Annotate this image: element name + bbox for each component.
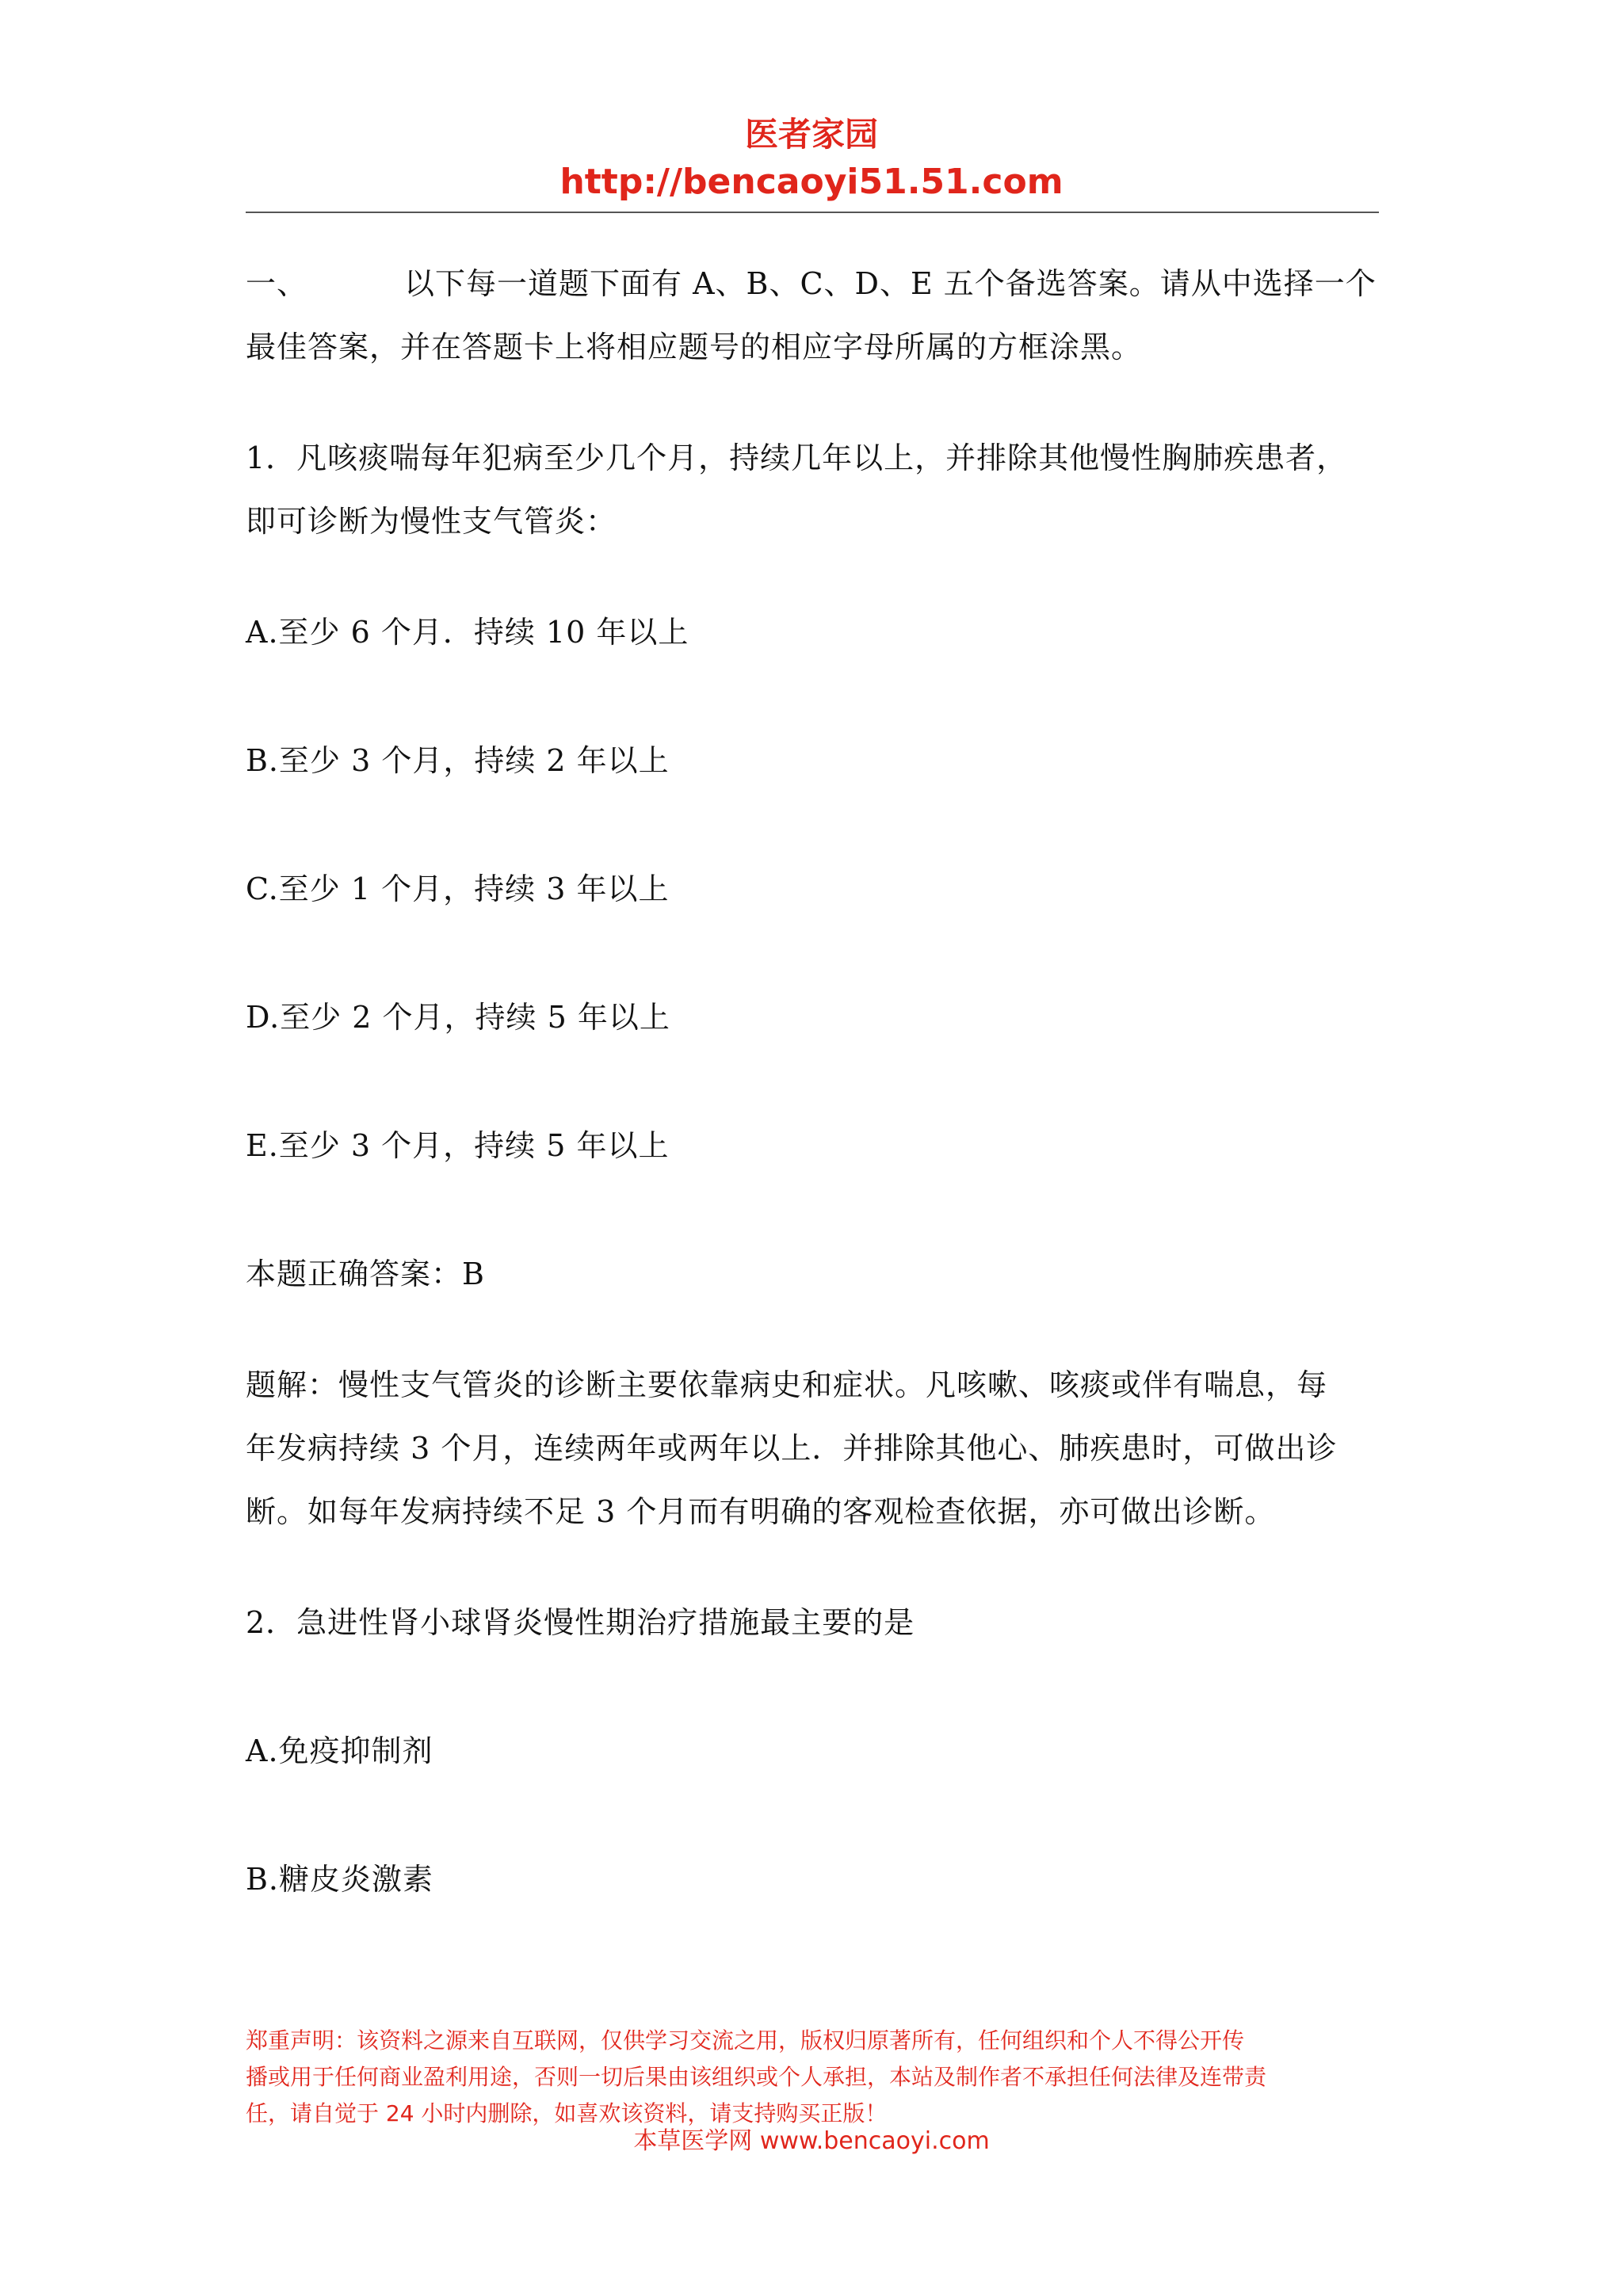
explanation-line-1: 题解：慢性支气管炎的诊断主要依靠病史和症状。凡咳嗽、咳痰或伴有喘息，每 — [246, 1367, 1328, 1402]
explanation-line-3: 断。如每年发病持续不足 3 个月而有明确的客观检查依据，亦可做出诊断。 — [246, 1494, 1276, 1529]
question-1-stem-line-2: 即可诊断为慢性支气管炎： — [246, 504, 617, 539]
section-instructions — [246, 252, 1379, 379]
instructions-line-2: 最佳答案，并在答题卡上将相应题号的相应字母所属的方框涂黑。 — [246, 330, 1143, 364]
disclaimer-line-1: 郑重声明：该资料之源来自互联网，仅供学习交流之用，版权归原著所有，任何组织和个人不得公开传 — [246, 2027, 1245, 2054]
site-name: 医者家园 — [744, 115, 878, 154]
page-header — [0, 111, 1623, 206]
document-body — [246, 252, 1379, 1911]
instructions-line-1: 以下每一道题下面有 A、B、C、D、E 五个备选答案。请从中选择一个 — [404, 266, 1377, 301]
footer-disclaimer — [246, 2023, 1379, 2132]
question-1-explanation — [246, 1353, 1379, 1543]
question-2-stem: 2．急进性肾小球肾炎慢性期治疗措施最主要的是 — [246, 1605, 915, 1640]
site-url-link[interactable]: http://bencaoyi51.51.com — [559, 162, 1064, 202]
question-1-stem — [246, 426, 1379, 553]
disclaimer-line-2: 播或用于任何商业盈利用途，否则一切后果由该组织或个人承担，本站及制作者不承担任何法律及连带责 — [246, 2064, 1267, 2090]
question-2-option-b: B.糖皮炎激素 — [246, 1862, 434, 1897]
question-1-option-d: D.至少 2 个月，持续 5 年以上 — [246, 1000, 670, 1035]
section-number: 一、 — [246, 266, 308, 301]
explanation-line-2: 年发病持续 3 个月，连续两年或两年以上．并排除其他心、肺疾患时，可做出诊 — [246, 1431, 1338, 1466]
question-1-answer: 本题正确答案：B — [246, 1257, 485, 1291]
question-1-option-e: E.至少 3 个月，持续 5 年以上 — [246, 1128, 670, 1163]
disclaimer-line-3: 任，请自觉于 24 小时内删除，如喜欢该资料，请支持购买正版！ — [246, 2100, 888, 2126]
header-divider — [246, 212, 1379, 213]
question-1-stem-line-1: 1．凡咳痰喘每年犯病至少几个月，持续几年以上，并排除其他慢性胸肺疾患者， — [246, 441, 1348, 475]
question-2-option-a: A.免疫抑制剂 — [246, 1733, 433, 1768]
footer-site-link[interactable]: 本草医学网 www.bencaoyi.com — [633, 2127, 990, 2155]
question-1-option-a: A.至少 6 个月．持续 10 年以上 — [246, 615, 689, 650]
question-1-option-c: C.至少 1 个月，持续 3 年以上 — [246, 871, 670, 906]
question-1-option-b: B.至少 3 个月，持续 2 年以上 — [246, 743, 670, 778]
